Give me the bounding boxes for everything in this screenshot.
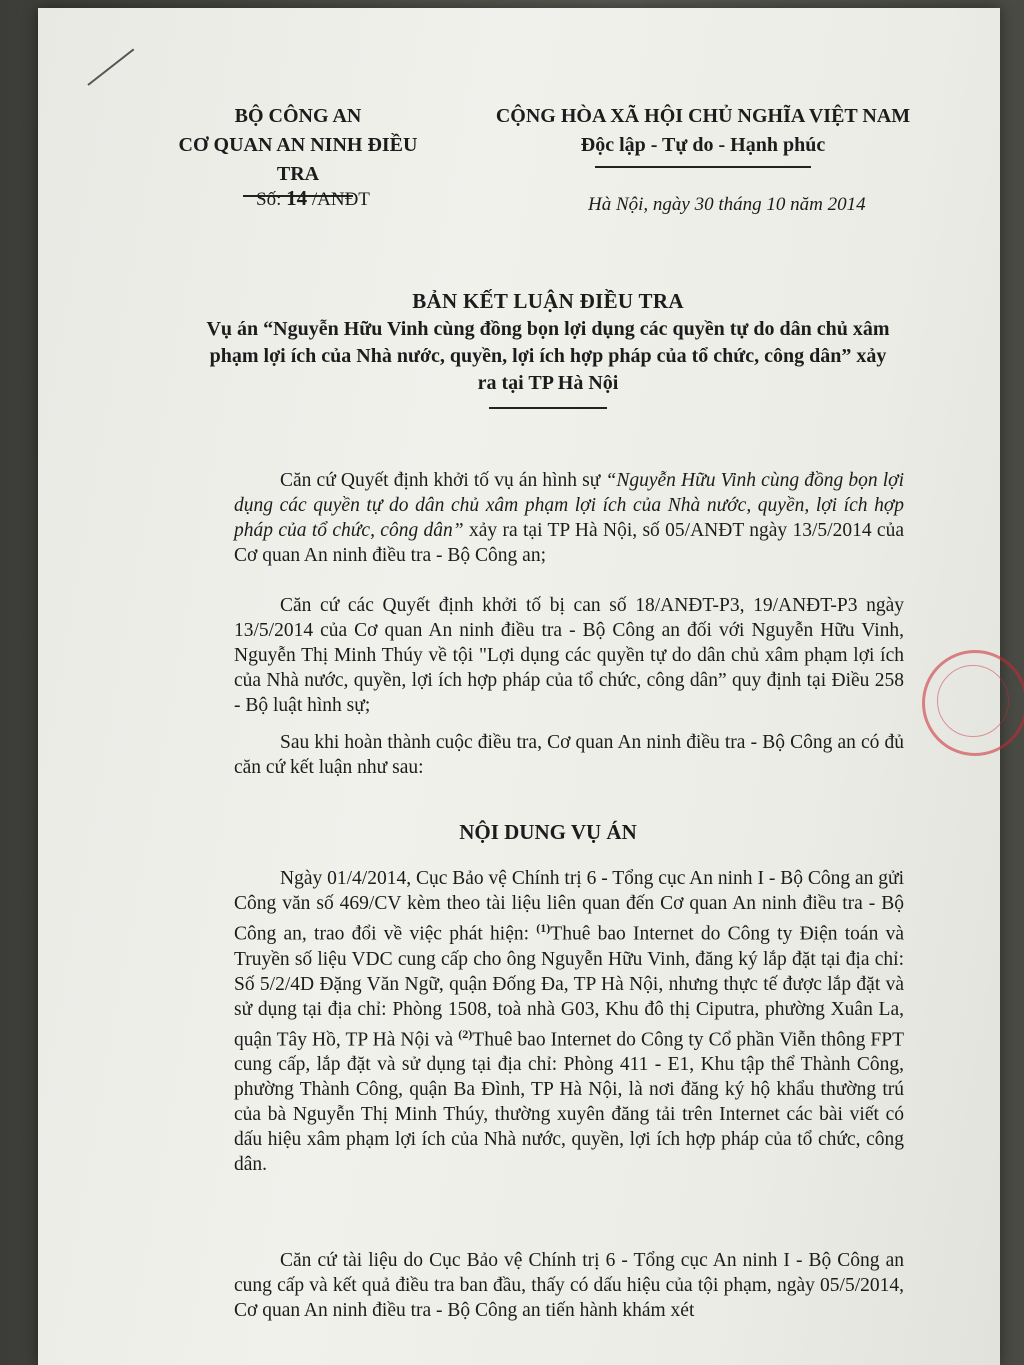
document-date: Hà Nội, ngày 30 tháng 10 năm 2014 <box>588 194 866 215</box>
paragraph-text: Căn cứ các Quyết định khởi tố bị can số 18/ANĐT-P3, 19/ANĐT-P3 ngày 13/5/2014 của Cơ quan An ninh điều tra - Bộ Công an đối với Nguyễn Hữu Vinh, Nguyễn Thị Minh Thúy về tội "Lợi dụng các quyền tự do dân chủ xâm phạm lợi ích của Nhà nước, quyền, lợi ích hợp pháp của tổ chức, công dân” quy định tại Điều 258 - Bộ luật hình sự; <box>234 595 904 716</box>
paragraph-basis-defendants <box>234 593 904 718</box>
paragraph-investigation <box>234 1248 904 1323</box>
section-heading: NỘI DUNG VỤ ÁN <box>459 820 637 844</box>
document-number <box>256 186 370 211</box>
paragraph-text: Thuê bao Internet do Công ty Điện toán và Truyền số liệu VDC cung cấp cho ông Nguyễn Hữu Vinh, đăng ký lắp đặt tại địa chỉ: Số 5/2/4D Đặng Văn Ngữ, quận Đống Đa, TP Hà Nội, nhưng thực tế được lắp đặt và sử dụng tại địa chỉ: Phòng 1508, toà nhà G03, Khu đô thị Ciputra, phường Xuân La, quận Tây Hồ, TP Hà Nội và <box>234 923 904 1050</box>
document-number-prefix: Số: <box>256 189 282 210</box>
red-seal-inner-ring <box>937 665 1009 737</box>
case-name-italic: “Nguyễn Hữu Vinh cùng đồng bọn lợi dụng các quyền tự do dân chủ xâm phạm lợi ích của Nhà nước, quyền, lợi ích hợp pháp của tổ chức, công dân” <box>234 470 904 541</box>
paragraph-conclusion-intro <box>234 730 904 780</box>
document-page <box>38 8 1000 1365</box>
paragraph-text: Sau khi hoàn thành cuộc điều tra, Cơ quan An ninh điều tra - Bộ Công an có đủ căn cứ kết luận như sau: <box>234 732 904 778</box>
national-header <box>478 102 928 168</box>
document-number-value: 14 <box>286 186 308 210</box>
paragraph-text: xảy ra tại TP Hà Nội, số 05/ANĐT ngày 13/5/2014 của Cơ quan An ninh điều tra - Bộ Công an; <box>234 520 904 566</box>
paragraph-text: Căn cứ tài liệu do Cục Bảo vệ Chính trị 6 - Tổng cục An ninh I - Bộ Công an cung cấp và kết quả điều tra ban đầu, thấy có dấu hiệu của tội phạm, ngày 05/5/2014, Cơ quan An ninh điều tra - Bộ Công an tiến hành khám xét <box>234 1250 904 1321</box>
red-seal-stamp <box>922 650 1024 756</box>
paragraph-text: Căn cứ Quyết định khởi tố vụ án hình sự <box>280 470 606 491</box>
title-underline <box>489 407 607 409</box>
paragraph-basis-case <box>234 468 904 568</box>
national-motto: Độc lập - Tự do - Hạnh phúc <box>580 134 826 156</box>
motto-underline <box>595 166 811 168</box>
footnote-marker: (1) <box>536 921 551 935</box>
country-name: CỘNG HÒA XÃ HỘI CHỦ NGHĨA VIỆT NAM <box>495 105 911 127</box>
pen-mark <box>87 49 134 86</box>
agency-name: CƠ QUAN AN NINH ĐIỀU TRA <box>178 134 418 185</box>
paragraph-text: Ngày 01/4/2014, Cục Bảo vệ Chính trị 6 - Tổng cục An ninh I - Bộ Công an gửi Công văn số 469/CV kèm theo tài liệu liên quan đến Cơ quan An ninh điều tra - Bộ Công an, trao đổi về việc phát hiện: <box>234 868 904 945</box>
paragraph-text: Thuê bao Internet do Công ty Cổ phần Viễn thông FPT cung cấp, lắp đặt và sử dụng tại địa chỉ: Phòng 411 - E1, Khu tập thể Thành Công, phường Thành Công, quận Ba Đình, TP Hà Nội, là nơi đăng ký hộ khẩu thường trú của bà Nguyễn Thị Minh Thúy, thường xuyên đăng tải trên Internet các bài viết có dấu hiệu xâm phạm lợi ích của Nhà nước, quyền, lợi ích hợp pháp của tổ chức, công dân. <box>234 1029 905 1175</box>
issuing-agency-header <box>158 102 438 197</box>
document-title: BẢN KẾT LUẬN ĐIỀU TRA <box>412 289 684 313</box>
ministry-name: BỘ CÔNG AN <box>234 105 362 127</box>
document-number-suffix: /ANĐT <box>311 189 370 210</box>
document-subtitle: Vụ án “Nguyễn Hữu Vinh cùng đồng bọn lợi dụng các quyền tự do dân chủ xâm phạm lợi ích của Nhà nước, quyền, lợi ích hợp pháp của tổ chức, công dân” xảy ra tại TP Hà Nội <box>206 318 890 394</box>
paragraph-case-content <box>234 866 904 1177</box>
footnote-marker: (2) <box>458 1026 473 1041</box>
title-block <box>158 286 938 409</box>
